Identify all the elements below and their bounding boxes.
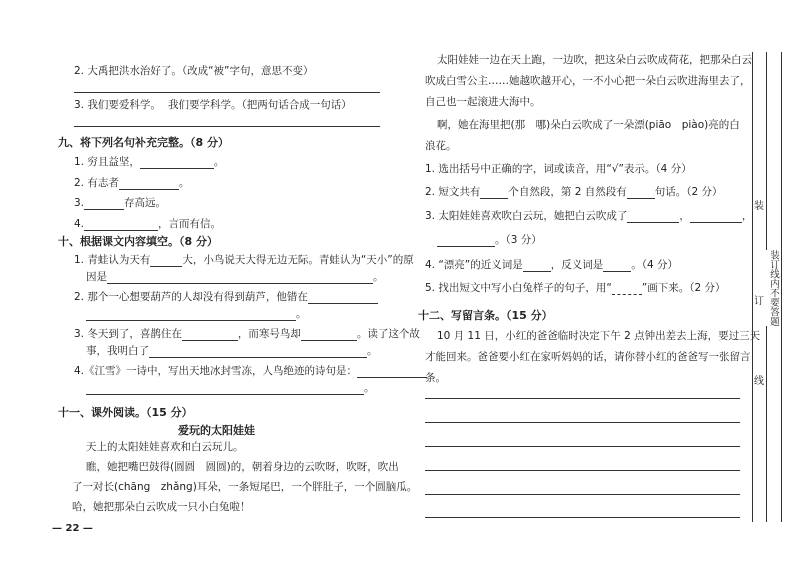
reading-q2-c: 句话。（2 分）	[654, 186, 723, 198]
reading-q3-sep: ，	[679, 210, 690, 222]
reading-q5	[425, 282, 726, 295]
sec9-item-3-mid: 存高远。	[124, 197, 167, 209]
reading-q3-d: 。（3 分）	[495, 234, 542, 246]
fill-blank[interactable]	[523, 260, 551, 272]
sec10-q1-b: 大，小鸟说天大得无边无际。青蛙认为“天小”的原	[182, 254, 414, 266]
fill-blank[interactable]	[308, 292, 378, 304]
reading-q3-c: ，	[741, 210, 753, 222]
fill-blank[interactable]	[627, 187, 655, 199]
fill-blank[interactable]	[357, 366, 427, 378]
sec10-q3-d: 事，我明白了	[86, 345, 149, 357]
story-paragraph-1: 天上的太阳娃娃喜欢和白云玩儿。	[86, 441, 244, 453]
reading-q5-b: ”画下来。（2 分）	[641, 282, 726, 294]
answer-line[interactable]	[74, 92, 380, 93]
sec10-q1-a: 1. 青蛙认为天有	[74, 254, 151, 266]
sec10-q2-b: 。	[296, 308, 307, 320]
fill-blank[interactable]	[86, 309, 296, 321]
sec9-item-2	[74, 177, 189, 190]
sec9-item-3	[74, 197, 166, 210]
sec10-q3-a: 3. 冬天到了，喜鹊住在	[74, 328, 182, 340]
fill-blank[interactable]	[84, 198, 124, 210]
reading-q4	[425, 259, 678, 272]
sec9-item-1-end: 。	[213, 156, 225, 168]
writing-line[interactable]	[425, 470, 740, 471]
story-paragraph-4b: 浪花。	[425, 140, 457, 152]
question-combine-b: 我们要学科学。（把两句话合成一句话）	[168, 99, 352, 111]
fill-blank[interactable]	[690, 211, 742, 223]
fill-blank[interactable]	[140, 157, 214, 169]
note-prompt-line1: 10 月 11 日，小红的爸爸临时决定下午 2 点钟出差去上海，要过三天	[437, 330, 761, 342]
story-title: 爱玩的太阳娃娃	[178, 424, 255, 437]
fill-blank[interactable]	[107, 272, 373, 284]
sec9-item-4-text: 4.	[74, 218, 85, 230]
fill-blank[interactable]	[84, 219, 158, 231]
sec9-item-1	[74, 156, 224, 169]
page-number: — 22 —	[52, 523, 93, 534]
story-paragraph-2b: 了一对长(chāng zhǎng)耳朵，一条短尾巴，一个胖肚子，一个圆脑瓜。	[72, 481, 418, 493]
section-11-title: 十一、课外阅读。（15 分）	[58, 406, 193, 419]
sec10-q1-d: 。	[373, 271, 384, 283]
fill-blank[interactable]	[437, 235, 495, 247]
sec10-q2-a: 2. 那个一心想要葫芦的人却没有得到葫芦，他错在	[74, 291, 308, 303]
story-paragraph-2a: 瞧，她把嘴巴鼓得(圆圆 圆圆)的，朝着身边的云吹呀，吹呀，吹出	[86, 461, 399, 473]
sec10-q3-c: 。读了这个故	[356, 328, 420, 340]
sec10-q4-line2	[86, 382, 375, 395]
section-12-title: 十二、写留言条。（15 分）	[418, 309, 553, 322]
reading-q3-a: 3. 太阳娃娃喜欢吹白云玩，她把白云吹成了	[425, 210, 628, 222]
note-prompt-line3: 条。	[425, 372, 446, 384]
writing-line[interactable]	[425, 398, 740, 399]
fill-blank[interactable]	[149, 346, 367, 358]
writing-line[interactable]	[425, 494, 740, 495]
sec9-item-3-text: 3.	[74, 197, 85, 209]
fill-blank[interactable]	[627, 211, 679, 223]
binding-mark-2: 订	[754, 296, 764, 307]
fill-blank[interactable]	[301, 329, 357, 341]
binding-mark-1: 装	[754, 201, 764, 212]
section-10-title: 十、根据课文内容填空。（8 分）	[58, 235, 218, 248]
binding-line-outer	[752, 52, 753, 522]
reading-q2-b: 个自然段，第 2 自然段有	[508, 186, 627, 198]
sec10-q3-line2	[86, 345, 378, 358]
sec10-q1-line1	[74, 254, 414, 267]
fill-blank[interactable]	[150, 255, 182, 267]
reading-q1: 1. 选出括号中正确的字，词或读音，用“√”表示。（4 分）	[425, 163, 692, 175]
fill-blank[interactable]	[603, 260, 631, 272]
binding-mark-3: 线	[754, 376, 764, 387]
reading-q2-a: 2. 短文共有	[425, 186, 481, 198]
sec10-q4-a: 4.《江雪》一诗中，写出天地冰封雪冻，人鸟绝迹的诗句是：	[74, 365, 358, 377]
sec9-item-4-mid: ，言而有信。	[158, 218, 222, 230]
sec10-q4-b: 。	[364, 382, 375, 394]
story-paragraph-4a: 啊，她在海里把(那 哪)朵白云吹成了一朵漂(piāo piào)亮的白	[437, 119, 740, 131]
fill-blank[interactable]	[182, 329, 238, 341]
story-paragraph-3b: 吹成白雪公主……她越吹越开心，一不小心把一朵白云吹进海里去了，	[425, 75, 751, 87]
story-paragraph-2c: 哈，她把那朵白云吹成一只小白兔啦！	[72, 501, 251, 513]
fill-blank[interactable]	[119, 178, 179, 190]
reading-q5-a: 5. 找出短文中写小白兔样子的句子，用“	[425, 282, 612, 294]
sec9-item-2-text: 2. 有志者	[74, 177, 119, 189]
fill-blank[interactable]	[86, 383, 364, 395]
reading-q4-a: 4. “漂亮”的近义词是	[425, 259, 523, 271]
writing-line[interactable]	[425, 446, 740, 447]
writing-line[interactable]	[425, 517, 740, 518]
sec9-item-4	[74, 218, 221, 231]
reading-q4-b: ，反义词是	[550, 259, 604, 271]
reading-q2	[425, 186, 723, 199]
reading-q4-c: 。（4 分）	[631, 259, 679, 271]
answer-line[interactable]	[74, 126, 380, 127]
sec10-q1-c: 因是	[86, 271, 107, 283]
question-combine-a: 3. 我们要爱科学。	[74, 99, 161, 111]
story-paragraph-3a: 太阳娃娃一边在天上跑，一边吹，把这朵白云吹成荷花，把那朵白云	[437, 54, 752, 66]
reading-q3-line1	[425, 210, 752, 223]
sec10-q1-line2	[86, 271, 384, 284]
question-passive-sentence: 2. 大禹把洪水治好了。（改成“被”字句，意思不变）	[74, 65, 314, 77]
binding-line-notice	[781, 52, 782, 522]
story-paragraph-3c: 自己也一起滚进大海中。	[425, 96, 541, 108]
sec10-q3-e: 。	[367, 345, 378, 357]
binding-notice: 装订线内不要答题	[768, 250, 779, 326]
sec10-q2-line2	[86, 308, 307, 321]
writing-line[interactable]	[425, 422, 740, 423]
section-9-title: 九、将下列名句补充完整。（8 分）	[58, 136, 229, 149]
wavy-line-mark	[612, 285, 642, 295]
fill-blank[interactable]	[480, 187, 508, 199]
sec10-q3-line1	[74, 328, 420, 341]
reading-q3-line2	[437, 234, 542, 247]
sec9-item-1-text: 1. 穷且益坚，	[74, 156, 140, 168]
note-prompt-line2: 才能回来。爸爸要小红在家听妈妈的话，请你替小红的爸爸写一张留言	[425, 351, 751, 363]
sec10-q3-b: ，而寒号鸟却	[237, 328, 301, 340]
sec9-item-2-end: 。	[178, 177, 190, 189]
sec10-q2	[74, 291, 378, 304]
sec10-q4-line1	[74, 365, 427, 378]
